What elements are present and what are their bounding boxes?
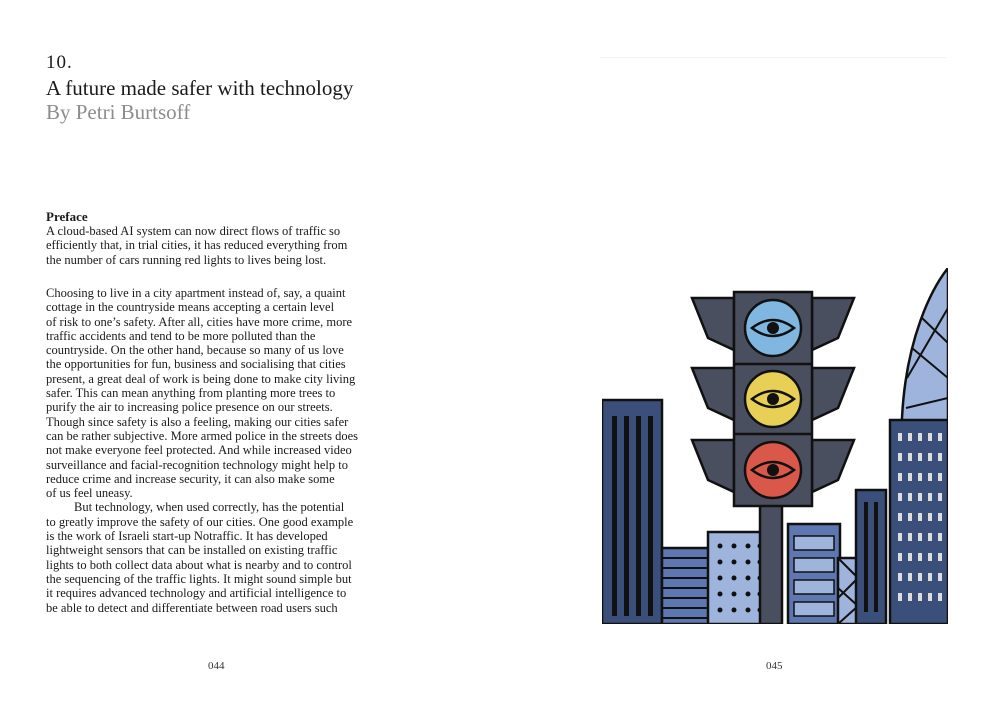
text-line: the number of cars running red lights to lives being lost. <box>46 252 327 267</box>
text-line: traffic accidents and tend to be more polluted than the <box>46 328 316 343</box>
text-line: not make everyone feel protected. And while increased video <box>46 443 352 458</box>
preface-heading: Preface <box>46 209 88 224</box>
text-line: safer. This can mean anything from planting more trees to <box>46 386 336 401</box>
text-line: it requires advanced technology and artificial intelligence to <box>46 586 347 601</box>
preface-paragraph <box>46 224 396 267</box>
chapter-title: A future made safer with technology <box>46 76 354 100</box>
text-line: can be rather subjective. More armed police in the streets does <box>46 428 359 443</box>
author-byline: By Petri Burtsoff <box>46 100 191 124</box>
traffic-light-with-eyes-cityscape-icon <box>602 268 948 624</box>
text-line: the sequencing of the traffic lights. It might sound simple but <box>46 571 352 586</box>
text-line: lightweight sensors that can be installed on existing traffic <box>46 543 338 558</box>
text-line: of us feel uneasy. <box>46 486 133 501</box>
text-line: purify the air to increasing police presence on our streets. <box>46 400 333 415</box>
page-edge-rule <box>600 57 946 58</box>
text-line: Choosing to live in a city apartment instead of, say, a quaint <box>46 286 346 300</box>
text-line: the opportunities for fun, business and socialising that cities <box>46 357 346 372</box>
text-line: countryside. On the other hand, because so many of us love <box>46 343 344 358</box>
text-line: cottage in the countryside means accepting a certain level <box>46 300 335 315</box>
body-paragraph <box>46 286 396 615</box>
chapter-number: 10. <box>46 52 73 73</box>
text-line: surveillance and facial-recognition technology might help to <box>46 457 348 472</box>
text-line: lights to both collect data about what is nearby and to control <box>46 557 352 572</box>
text-line: present, a great deal of work is being done to make city living <box>46 371 356 386</box>
text-line: to greatly improve the safety of our cities. One good example <box>46 514 354 529</box>
text-line: But technology, when used correctly, has the potential <box>74 500 345 515</box>
right-page <box>496 0 992 708</box>
text-line: is the work of Israeli start-up Notraffic. It has developed <box>46 529 328 544</box>
text-line: be able to detect and differentiate between road users such <box>46 600 338 615</box>
text-line: of risk to one’s safety. After all, cities have more crime, more <box>46 314 353 329</box>
text-line: efficiently that, in trial cities, it has reduced everything from <box>46 238 348 253</box>
text-line: Though since safety is also a feeling, making our cities safer <box>46 414 349 429</box>
text-line: reduce crime and increase security, it can also make some <box>46 471 335 486</box>
page-number-right: 045 <box>766 660 783 672</box>
page-number-left: 044 <box>208 660 225 672</box>
text-line: A cloud-based AI system can now direct flows of traffic so <box>46 224 341 238</box>
